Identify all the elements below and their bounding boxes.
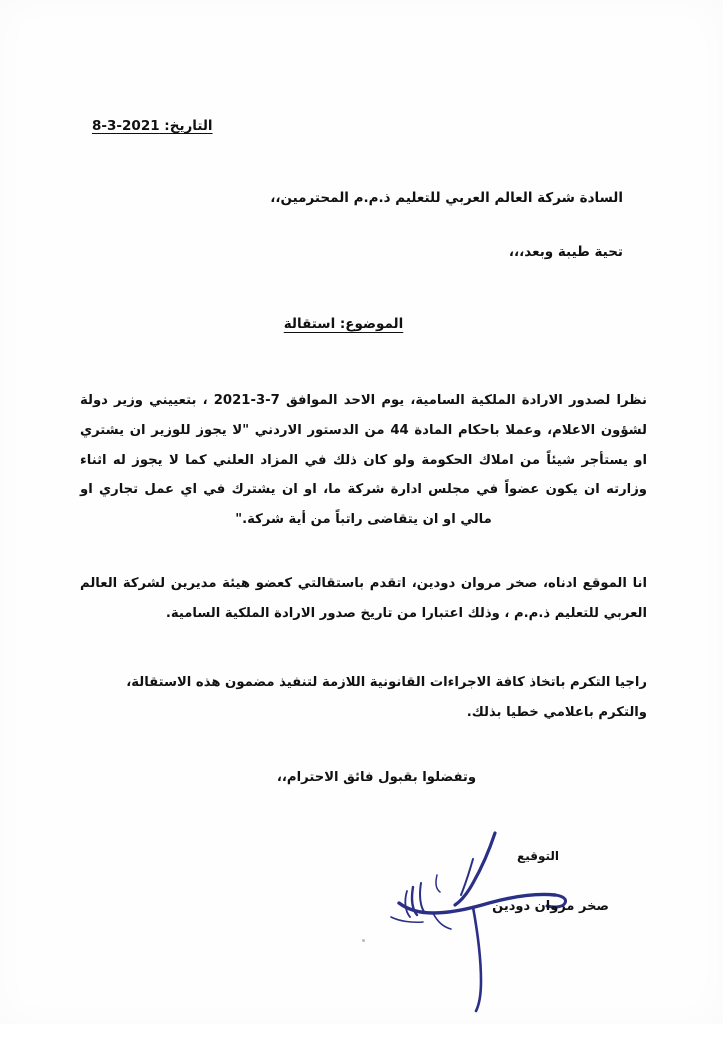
- signature-label: التوقيع: [517, 848, 559, 863]
- paragraph-1: نظرا لصدور الارادة الملكية السامية، يوم الاحد الموافق 7-3-2021 ، بتعييني وزير دولة لشؤون الاعلام، وعملا باحكام المادة 44 من الدستور الاردني "لا يجوز للوزير ان يشتري او يستأجر شيئاً من املاك الحكومة ولو كان ذلك في المزاد العلني كما لا يجوز له اثناء وزارته ان يكون عضواً في مجلس ادارة شركة ما، او ان يشترك في اي عمل تجاري او مالي او ان يتقاضى راتباً من أية شركة.": [80, 393, 647, 528]
- greeting-line: تحية طيبة وبعد،،،: [508, 244, 623, 261]
- signature-block: [58, 831, 637, 1041]
- handwritten-signature: [377, 825, 607, 1015]
- date-line: التاريخ: 2021-3-8: [92, 118, 213, 134]
- paragraph-3: راجيا التكرم باتخاذ كافة الاجراءات القانونية اللازمة لتنفيذ مضمون هذه الاستقالة، والتكرم باعلامي خطيا بذلك.: [126, 675, 647, 720]
- closing-line: وتفضلوا بقبول فائق الاحترام،،: [276, 769, 477, 785]
- page-footer-mark: [362, 939, 365, 942]
- signatory-name: صخر مروان دودين: [492, 898, 609, 914]
- paragraph-2: انا الموقع ادناه، صخر مروان دودين، اتقدم باستقالتي كعضو هيئة مديرين لشركة العالم العربي للتعليم ذ.م.م ، وذلك اعتبارا من تاريخ صدور الارادة الملكية السامية.: [80, 575, 647, 621]
- subject-line: الموضوع: استقالة: [283, 316, 404, 333]
- addressee-line: السادة شركة العالم العربي للتعليم ذ.م.م المحترمين،،: [270, 190, 623, 206]
